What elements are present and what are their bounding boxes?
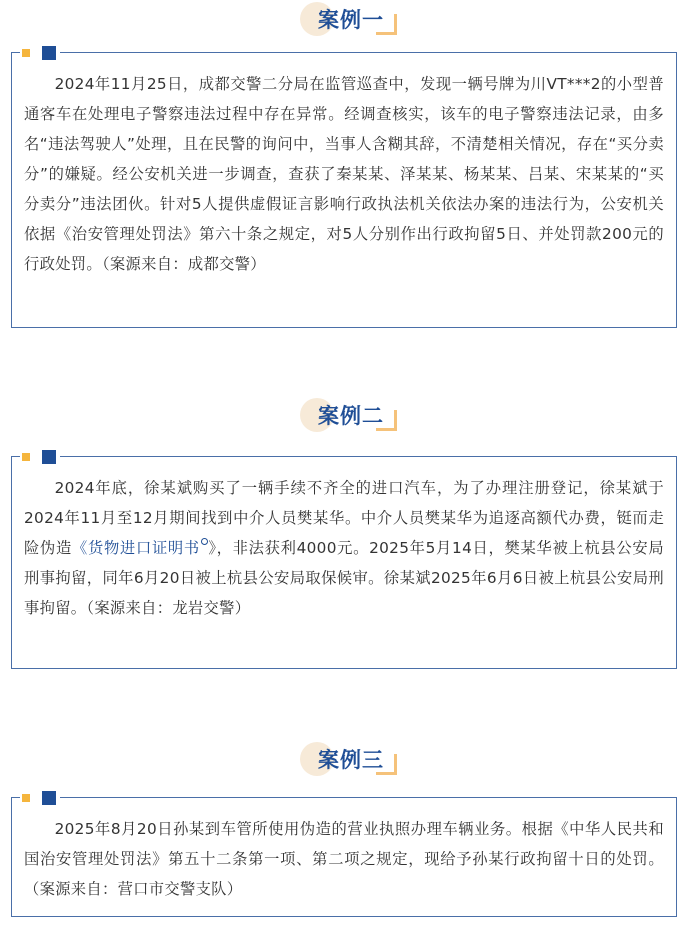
case-2-heading (0, 398, 688, 438)
case-3-title: 案例三 (318, 748, 384, 772)
case-1-box (11, 52, 677, 328)
blue-square-icon (42, 791, 56, 805)
search-link[interactable] (72, 539, 208, 557)
case-1-heading (0, 2, 688, 42)
corner-decoration (20, 791, 60, 805)
case-3-heading (0, 742, 688, 782)
case-2-box (11, 456, 677, 669)
yellow-square-icon (22, 794, 30, 802)
heading-bracket-decoration (376, 410, 397, 431)
heading-bracket-decoration (376, 14, 397, 35)
case-2-title: 案例二 (318, 404, 384, 428)
case-2-text-after: 》，非法获利4000元。2025年5月14日，樊某华被上杭县公安局刑事拘留，同年6月20日被上杭县公安局取保候审。徐某斌2025年6月6日被上杭县公安局刑事拘留。（案源来自：龙岩交警） (24, 539, 665, 617)
corner-decoration (20, 450, 60, 464)
yellow-square-icon (22, 453, 30, 461)
blue-square-icon (42, 450, 56, 464)
case-2-text-before: 2024年底，徐某斌购买了一辆手续不齐全的进口汽车，为了办理注册登记，徐某斌于2024年11月至12月期间找到中介人员樊某华。中介人员樊某华为追逐高额代办费，铤而走险伪造 (24, 479, 664, 557)
yellow-square-icon (22, 49, 30, 57)
corner-decoration (20, 46, 60, 60)
heading-bracket-decoration (376, 754, 397, 775)
case-1-text: 2024年11月25日，成都交警二分局在监管巡查中，发现一辆号牌为川VT***2的小型普通客车在处理电子警察违法过程中存在异常。经调查核实，该车的电子警察违法记录，由多名“违法驾驶人”处理，且在民警的询问中，当事人含糊其辞，不清楚相关情况，存在“买分卖分”的嫌疑。经公安机关进一步调查，查获了秦某某、泽某某、杨某某、吕某、宋某某的“买分卖分”违法团伙。针对5人提供虚假证言影响行政执法机关依法办案的违法行为，公安机关依据《治安管理处罚法》第六十条之规定，对5人分别作出行政拘留5日、并处罚款200元的行政处罚。（案源来自：成都交警） (24, 75, 664, 273)
case-3-box (11, 797, 677, 917)
search-icon[interactable] (201, 538, 208, 545)
case-1-title: 案例一 (318, 8, 384, 32)
search-link-label: 《货物进口证明书 (71, 539, 200, 557)
blue-square-icon (42, 46, 56, 60)
case-3-text: 2025年8月20日孙某到车管所使用伪造的营业执照办理车辆业务。根据《中华人民共和国治安管理处罚法》第五十二条第一项、第二项之规定，现给予孙某行政拘留十日的处罚。（案源来自：营口市交警支队） (24, 820, 664, 898)
case-2-text (12, 457, 676, 623)
